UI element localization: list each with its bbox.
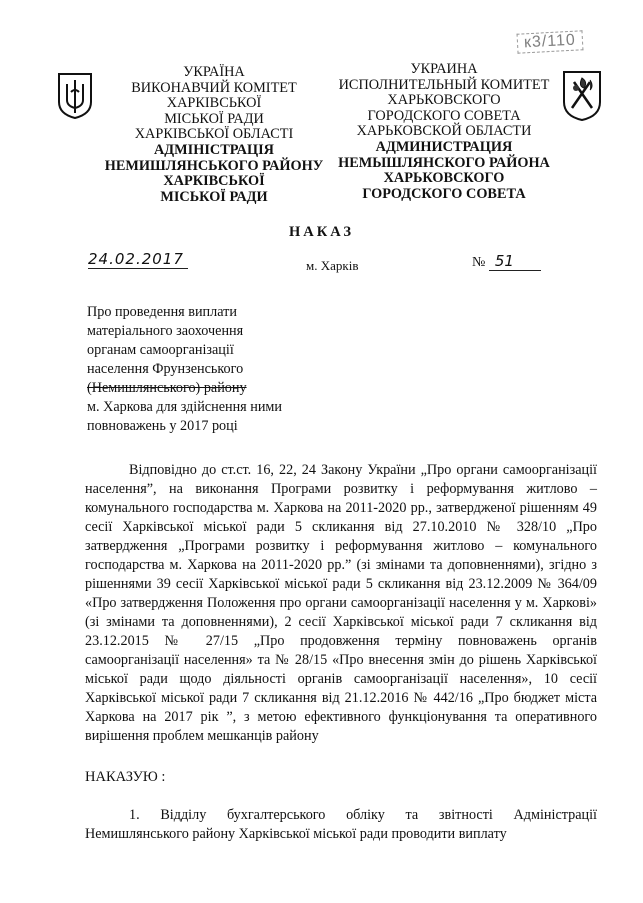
subject-line: м. Харкова для здійснення ними — [87, 399, 283, 415]
preamble-text: Відповідно до ст.ст. 16, 22, 24 Закону України „Про органи самоорганізації населення”, на виконання Програми розвитку і реформування житлово – комунального господарства м. Харкова на 2011-2020 рр., затвердженої рішенням 49 сесії Харківської міської ради 5 скликання від 27.10.2010 № 328/10 „Про затвердження „Програми розвитку і реформування житлово – комунального господарства м. Харкова на 2011-2020 рр.” (зі змінами та доповненнями), згідно з рішеннями 39 сесії Харківської міської ради 5 скликання від 23.12.2009 № 364/09 «Про затвердження Положення про органи самоорганізації населення у м. Харкові» (зі змінами та доповненнями), 2 сесії Харківської міської ради 7 скликання від 23.12.2015 № 27/15 „Про продовження терміну повноважень органів самоорганізації населення» та № 28/15 «Про внесення змін до рішень Харківської міської ради щодо діяльності органів самоорганізації населення», 10 сесії Харківської міської ради 7 скликання від 21.12.2016 № 442/16 „Про бюджет міста Харкова на 2017 рік ”, з метою ефективного функціонування та оперативного вирішення проблем мешканців району — [85, 462, 597, 744]
header-ua-line: ВИКОНАВЧИЙ КОМІТЕТ — [131, 79, 297, 96]
header-ru-line: ХАРЬКОВСКОГО — [387, 92, 501, 109]
header-ru-line: НЕМЫШЛЯНСКОГО РАЙОНА — [338, 154, 550, 171]
header-ua-line: УКРАЇНА — [183, 64, 245, 80]
header-ru-line: ГОРОДСКОГО СОВЕТА — [362, 185, 526, 202]
header-ru-line: ХАРЬКОВСКОГО — [383, 170, 505, 187]
subject-line: органам самоорганізації — [87, 342, 234, 358]
document-number — [472, 252, 541, 271]
number-value: 51 — [489, 252, 541, 271]
registration-stamp: к3/110 — [517, 30, 584, 53]
order-item-text: 1. Відділу бухгалтерського обліку та звітності Адміністрації Немишлянського району Харківської міської ради проводити виплату — [85, 807, 597, 842]
header-ru-line: УКРАИНА — [410, 61, 478, 77]
document-title: НАКАЗ — [288, 224, 355, 240]
header-ru-line: ИСПОЛНИТЕЛЬНЫЙ КОМИТЕТ — [338, 76, 550, 93]
header-russian — [330, 62, 558, 202]
subject-line: населення Фрунзенського — [87, 361, 244, 377]
header-ua-line: ХАРКІВСЬКОЇ — [163, 173, 265, 190]
subject-line: повноважень у 2017 році — [87, 418, 238, 434]
header-ukrainian — [100, 65, 328, 205]
subject-line: матеріального заохочення — [87, 323, 244, 339]
document-city: м. Харків — [306, 258, 359, 273]
number-label: № — [472, 255, 486, 270]
ukraine-trident-emblem-icon — [55, 70, 95, 120]
header-ua-line: АДМІНІСТРАЦІЯ — [153, 141, 274, 158]
order-item-1 — [85, 806, 597, 844]
subject-line: (Немишлянського) району — [87, 380, 247, 396]
header-ru-line: ГОРОДСКОГО СОВЕТА — [367, 107, 521, 124]
kharkiv-coat-of-arms-icon — [560, 68, 604, 122]
header-ru-line: ХАРЬКОВСКОЙ ОБЛАСТИ — [356, 123, 532, 140]
header-ua-line: НЕМИШЛЯНСЬКОГО РАЙОНУ — [104, 157, 324, 174]
header-ua-line: ХАРКІВСЬКОЇ ОБЛАСТІ — [134, 126, 294, 143]
header-ua-line: МІСЬКОЇ РАДИ — [164, 110, 264, 127]
header-ru-line: АДМИНИСТРАЦИЯ — [375, 138, 513, 155]
order-heading: НАКАЗУЮ : — [85, 769, 166, 785]
preamble-paragraph — [85, 461, 597, 746]
document-date: 24.02.2017 — [88, 250, 188, 269]
header-ua-line: ХАРКІВСЬКОЇ — [166, 95, 262, 112]
subject-line: Про проведення виплати — [87, 304, 237, 320]
order-subject — [87, 303, 287, 436]
header-ua-line: МІСЬКОЇ РАДИ — [160, 188, 268, 205]
